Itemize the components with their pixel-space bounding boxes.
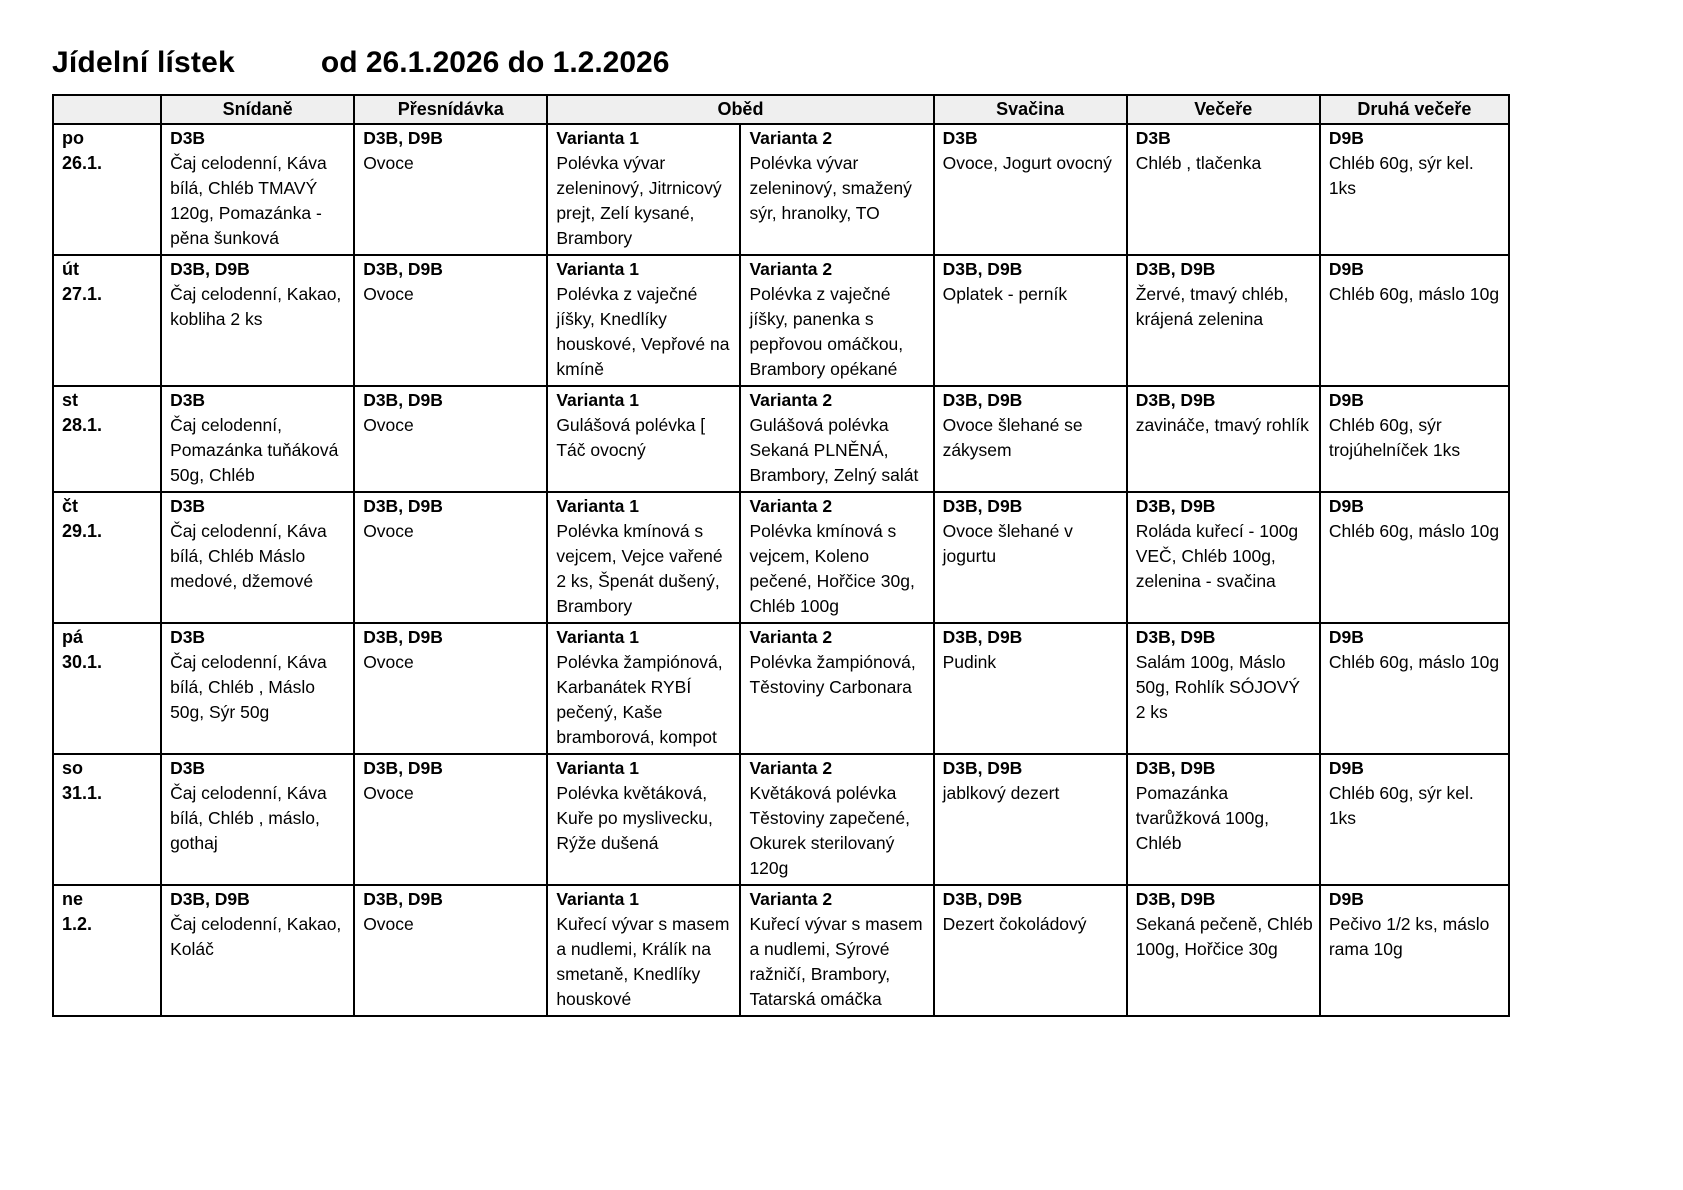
cell-druha-vecere — [1320, 255, 1509, 386]
day-label: po — [62, 128, 84, 148]
cell-obed-varianta-1 — [547, 623, 740, 754]
meal-text: Polévka květáková, Kuře po myslivecku, Rýže dušená — [556, 783, 713, 853]
menu-table — [52, 94, 1510, 1017]
cell-presnidavka — [354, 255, 547, 386]
diet-code: D3B — [170, 128, 206, 148]
cell-snidane — [161, 386, 354, 492]
meal-text: Chléb 60g, máslo 10g — [1328, 521, 1500, 541]
day-cell — [53, 255, 161, 386]
day-date: 28.1. — [62, 415, 103, 435]
diet-code: D9B — [1328, 128, 1364, 148]
diet-code: D3B, D9B — [1135, 889, 1216, 909]
variant-label: Varianta 1 — [556, 889, 640, 909]
cell-druha-vecere — [1320, 124, 1509, 255]
meal-text: Dezert čokoládový — [942, 914, 1087, 934]
meal-text: Polévka z vaječné jíšky, Knedlíky houskové, Vepřové na kmíně — [556, 284, 730, 379]
header-snidane: Snídaně — [161, 95, 354, 124]
diet-code: D3B, D9B — [942, 627, 1023, 647]
cell-vecere — [1127, 492, 1320, 623]
cell-vecere — [1127, 124, 1320, 255]
header-day-empty — [53, 95, 161, 124]
meal-text: Polévka kmínová s vejcem, Vejce vařené 2 ks, Špenát dušený, Brambory — [556, 521, 723, 616]
day-cell — [53, 885, 161, 1016]
diet-code: D3B — [170, 758, 206, 778]
meal-text: Pomazánka tvarůžková 100g, Chléb — [1135, 783, 1269, 853]
meal-text: Čaj celodenní, Kakao, kobliha 2 ks — [170, 284, 342, 329]
header-obed: Oběd — [547, 95, 933, 124]
meal-text: Čaj celodenní, Káva bílá, Chléb , máslo, gothaj — [170, 783, 327, 853]
variant-label: Varianta 1 — [556, 496, 640, 516]
diet-code: D9B — [1328, 889, 1364, 909]
date-range: od 26.1.2026 do 1.2.2026 — [320, 46, 670, 79]
cell-vecere — [1127, 754, 1320, 885]
variant-label: Varianta 2 — [749, 889, 833, 909]
meal-text: Čaj celodenní, Káva bílá, Chléb , Máslo 50g, Sýr 50g — [170, 652, 327, 722]
cell-obed-varianta-1 — [547, 754, 740, 885]
diet-code: D3B, D9B — [363, 496, 443, 516]
variant-label: Varianta 2 — [749, 390, 833, 410]
cell-obed-varianta-1 — [547, 386, 740, 492]
meal-text: Chléb 60g, máslo 10g — [1328, 284, 1500, 304]
cell-snidane — [161, 124, 354, 255]
diet-code: D3B, D9B — [1135, 627, 1216, 647]
variant-label: Varianta 1 — [556, 128, 640, 148]
meal-text: Sekaná pečeně, Chléb 100g, Hořčice 30g — [1135, 914, 1313, 959]
diet-code: D3B — [170, 627, 206, 647]
meal-text: Čaj celodenní, Káva bílá, Chléb Máslo medové, džemové — [170, 521, 327, 591]
day-cell — [53, 754, 161, 885]
cell-presnidavka — [354, 386, 547, 492]
cell-obed-varianta-2 — [740, 386, 933, 492]
cell-presnidavka — [354, 623, 547, 754]
cell-obed-varianta-2 — [740, 754, 933, 885]
meal-text: Čaj celodenní, Pomazánka tuňáková 50g, Chléb — [170, 415, 339, 485]
diet-code: D3B, D9B — [363, 889, 443, 909]
cell-svacina — [934, 885, 1127, 1016]
variant-label: Varianta 1 — [556, 758, 640, 778]
cell-vecere — [1127, 255, 1320, 386]
cell-druha-vecere — [1320, 386, 1509, 492]
cell-presnidavka — [354, 124, 547, 255]
diet-code: D9B — [1328, 758, 1364, 778]
cell-svacina — [934, 124, 1127, 255]
diet-code: D9B — [1328, 390, 1364, 410]
cell-snidane — [161, 885, 354, 1016]
variant-label: Varianta 2 — [749, 259, 833, 279]
diet-code: D3B, D9B — [1135, 390, 1216, 410]
meal-text: Gulášová polévka Sekaná PLNĚNÁ, Brambory, Zelný salát — [749, 415, 919, 485]
meal-text: Polévka kmínová s vejcem, Koleno pečené, Hořčice 30g, Chléb 100g — [749, 521, 915, 616]
meal-text: Žervé, tmavý chléb, krájená zelenina — [1135, 284, 1289, 329]
header-presnidavka: Přesnídávka — [354, 95, 547, 124]
meal-text: Čaj celodenní, Kakao, Koláč — [170, 914, 342, 959]
day-cell — [53, 623, 161, 754]
meal-text: Salám 100g, Máslo 50g, Rohlík SÓJOVÝ 2 ks — [1135, 652, 1301, 722]
day-label: so — [62, 758, 84, 778]
variant-label: Varianta 1 — [556, 390, 640, 410]
page-title: Jídelní lístek — [52, 46, 235, 79]
meal-text: Chléb 60g, sýr kel. 1ks — [1328, 783, 1474, 828]
cell-vecere — [1127, 885, 1320, 1016]
day-label: st — [62, 390, 79, 410]
cell-obed-varianta-2 — [740, 124, 933, 255]
cell-obed-varianta-1 — [547, 124, 740, 255]
variant-label: Varianta 2 — [749, 128, 833, 148]
diet-code: D3B, D9B — [363, 128, 443, 148]
meal-text: Ovoce šlehané v jogurtu — [942, 521, 1073, 566]
cell-snidane — [161, 623, 354, 754]
cell-obed-varianta-1 — [547, 255, 740, 386]
meal-text: jablkový dezert — [942, 783, 1060, 803]
table-row — [53, 492, 1509, 623]
cell-snidane — [161, 492, 354, 623]
meal-text: Ovoce — [363, 153, 414, 173]
day-date: 30.1. — [62, 652, 103, 672]
cell-druha-vecere — [1320, 754, 1509, 885]
day-label: pá — [62, 627, 84, 647]
diet-code: D3B, D9B — [1135, 259, 1216, 279]
meal-text: Polévka vývar zeleninový, smažený sýr, hranolky, TO — [749, 153, 912, 223]
meal-text: zavináče, tmavý rohlík — [1135, 415, 1309, 435]
cell-obed-varianta-2 — [740, 492, 933, 623]
table-row — [53, 623, 1509, 754]
day-cell — [53, 124, 161, 255]
document-header — [52, 46, 1683, 80]
cell-snidane — [161, 754, 354, 885]
diet-code: D9B — [1328, 259, 1364, 279]
meal-text: Polévka vývar zeleninový, Jitrnicový prejt, Zelí kysané, Brambory — [556, 153, 722, 248]
meal-text: Oplatek - perník — [942, 284, 1068, 304]
meal-text: Květáková polévka Těstoviny zapečené, Okurek sterilovaný 120g — [749, 783, 910, 878]
cell-obed-varianta-2 — [740, 623, 933, 754]
cell-svacina — [934, 492, 1127, 623]
cell-svacina — [934, 386, 1127, 492]
table-row — [53, 255, 1509, 386]
day-date: 27.1. — [62, 284, 103, 304]
diet-code: D3B, D9B — [942, 496, 1023, 516]
meal-text: Ovoce šlehané se zákysem — [942, 415, 1083, 460]
day-label: čt — [62, 496, 79, 516]
cell-obed-varianta-1 — [547, 885, 740, 1016]
diet-code: D3B, D9B — [942, 889, 1023, 909]
cell-druha-vecere — [1320, 885, 1509, 1016]
header-svacina: Svačina — [934, 95, 1127, 124]
meal-text: Ovoce — [363, 914, 414, 934]
diet-code: D3B, D9B — [363, 390, 443, 410]
day-cell — [53, 386, 161, 492]
diet-code: D3B — [170, 390, 206, 410]
cell-svacina — [934, 255, 1127, 386]
menu-table-body — [53, 124, 1509, 1016]
day-label: út — [62, 259, 79, 279]
diet-code: D3B, D9B — [942, 390, 1023, 410]
cell-obed-varianta-1 — [547, 492, 740, 623]
table-row — [53, 885, 1509, 1016]
cell-svacina — [934, 754, 1127, 885]
meal-text: Chléb 60g, sýr kel. 1ks — [1328, 153, 1474, 198]
table-row — [53, 124, 1509, 255]
meal-text: Ovoce — [363, 521, 414, 541]
diet-code: D3B, D9B — [363, 758, 443, 778]
meal-text: Kuřecí vývar s masem a nudlemi, Sýrové ražničí, Brambory, Tatarská omáčka — [749, 914, 923, 1009]
diet-code: D9B — [1328, 496, 1364, 516]
variant-label: Varianta 1 — [556, 259, 640, 279]
header-druha-vecere: Druhá večeře — [1320, 95, 1509, 124]
cell-presnidavka — [354, 885, 547, 1016]
diet-code: D3B, D9B — [942, 259, 1023, 279]
meal-text: Ovoce, Jogurt ovocný — [942, 153, 1112, 173]
diet-code: D3B — [1135, 128, 1171, 148]
cell-snidane — [161, 255, 354, 386]
cell-presnidavka — [354, 492, 547, 623]
variant-label: Varianta 2 — [749, 627, 833, 647]
variant-label: Varianta 1 — [556, 627, 640, 647]
meal-text: Ovoce — [363, 415, 414, 435]
day-label: ne — [62, 889, 84, 909]
meal-text: Roláda kuřecí - 100g VEČ, Chléb 100g, zelenina - svačina — [1135, 521, 1299, 591]
meal-text: Chléb 60g, sýr trojúhelníček 1ks — [1328, 415, 1461, 460]
meal-text: Ovoce — [363, 652, 414, 672]
cell-druha-vecere — [1320, 492, 1509, 623]
diet-code: D3B, D9B — [1135, 758, 1216, 778]
meal-text: Ovoce — [363, 284, 414, 304]
meal-text: Čaj celodenní, Káva bílá, Chléb TMAVÝ 120g, Pomazánka - pěna šunková — [170, 153, 327, 248]
day-cell — [53, 492, 161, 623]
meal-text: Ovoce — [363, 783, 414, 803]
diet-code: D3B, D9B — [363, 259, 443, 279]
menu-table-header — [53, 95, 1509, 124]
table-row — [53, 386, 1509, 492]
cell-presnidavka — [354, 754, 547, 885]
diet-code: D3B, D9B — [942, 758, 1023, 778]
variant-label: Varianta 2 — [749, 496, 833, 516]
cell-obed-varianta-2 — [740, 255, 933, 386]
table-row — [53, 754, 1509, 885]
meal-text: Chléb , tlačenka — [1135, 153, 1262, 173]
cell-vecere — [1127, 386, 1320, 492]
meal-text: Pudink — [942, 652, 997, 672]
day-date: 1.2. — [62, 914, 93, 934]
cell-svacina — [934, 623, 1127, 754]
meal-text: Polévka z vaječné jíšky, panenka s pepřovou omáčkou, Brambory opékané — [749, 284, 904, 379]
meal-text: Gulášová polévka [ Táč ovocný — [556, 415, 706, 460]
cell-vecere — [1127, 623, 1320, 754]
diet-code: D3B, D9B — [170, 889, 250, 909]
meal-text: Polévka žampiónová, Karbanátek RYBÍ pečený, Kaše bramborová, kompot — [556, 652, 723, 747]
meal-text: Polévka žampiónová, Těstoviny Carbonara — [749, 652, 916, 697]
meal-text: Chléb 60g, máslo 10g — [1328, 652, 1500, 672]
diet-code: D3B — [942, 128, 978, 148]
cell-druha-vecere — [1320, 623, 1509, 754]
cell-obed-varianta-2 — [740, 885, 933, 1016]
diet-code: D9B — [1328, 627, 1364, 647]
day-date: 26.1. — [62, 153, 103, 173]
header-vecere: Večeře — [1127, 95, 1320, 124]
day-date: 31.1. — [62, 783, 103, 803]
diet-code: D3B, D9B — [170, 259, 250, 279]
diet-code: D3B, D9B — [363, 627, 443, 647]
diet-code: D3B, D9B — [1135, 496, 1216, 516]
meal-text: Kuřecí vývar s masem a nudlemi, Králík na smetaně, Knedlíky houskové — [556, 914, 730, 1009]
variant-label: Varianta 2 — [749, 758, 833, 778]
day-date: 29.1. — [62, 521, 103, 541]
meal-text: Pečivo 1/2 ks, máslo rama 10g — [1328, 914, 1490, 959]
diet-code: D3B — [170, 496, 206, 516]
